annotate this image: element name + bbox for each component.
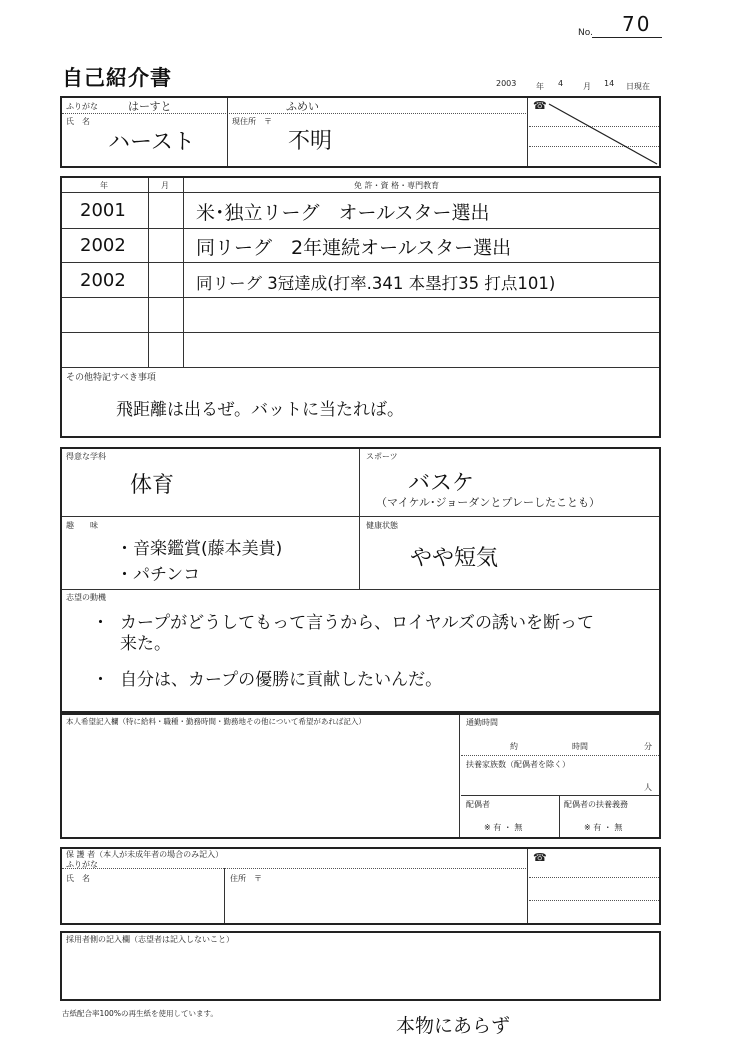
requests-label: 本人希望記入欄（特に給料・職種・勤務時間・勤務地その他について希望があれば記入） [66, 717, 366, 726]
other-notes-text: 飛距離は出るぜ。バットに当たれば。 [116, 400, 404, 420]
date-day: 14 [604, 79, 615, 88]
date-month: 4 [558, 79, 564, 88]
furigana-address: ふめい [286, 100, 319, 113]
phone-icon: ☎ [533, 99, 547, 112]
history-row-year: 2002 [80, 235, 126, 256]
guardian-address-label: 住所 〒 [230, 874, 262, 883]
applicant-address: 不明 [288, 129, 333, 154]
motive-bullet: ・ [92, 670, 109, 690]
dependents-unit: 人 [644, 783, 652, 792]
history-row-year: 2001 [80, 200, 126, 221]
hobby-label: 趣 味 [66, 521, 98, 530]
guardian-name-label: 氏 名 [66, 874, 90, 883]
history-row-content: 同リーグ 2年連続オールスター選出 [196, 237, 512, 259]
sports: バスケ [408, 471, 475, 496]
form-number-value: 70 [622, 12, 652, 36]
spouse-support-value: ※ 有 ・ 無 [584, 823, 623, 832]
sports-label: スポーツ [366, 452, 398, 461]
health-status: やや短気 [410, 546, 499, 571]
guardian-label: 保 護 者（本人が未成年者の場合のみ記入） [66, 850, 224, 859]
dependents-label: 扶養家族数（配偶者を除く） [466, 760, 570, 769]
history-row-year: 2002 [80, 270, 126, 291]
date-line [496, 79, 666, 95]
applicant-name: ハースト [108, 130, 195, 155]
motive-line: 自分は、カープの優勝に貢献したいんだ。 [120, 670, 443, 690]
other-notes-label: その他特記すべき事項 [66, 373, 156, 383]
spouse-support-label: 配偶者の扶養義務 [564, 800, 628, 809]
furigana-name: はーすと [128, 100, 172, 113]
requests-section [60, 713, 661, 839]
form-number [578, 12, 664, 40]
name-label: 氏 名 [66, 117, 90, 126]
phone-cross-line [529, 98, 659, 166]
motive-line: 来た。 [120, 634, 171, 654]
form-number-label: No. [578, 28, 593, 38]
commute-label: 通勤時間 [466, 718, 498, 727]
history-col-content: 免 許・資 格・専門教育 [354, 181, 440, 190]
address-label: 現住所 〒 [232, 117, 272, 126]
employer-label: 採用者側の記入欄（志望者は記入しないこと） [66, 935, 234, 944]
spouse-value: ※ 有 ・ 無 [484, 823, 523, 832]
history-row-content: 米･独立リーグ オールスター選出 [196, 202, 490, 224]
hobby-item: ・音楽鑑賞(藤本美貴) [116, 539, 283, 559]
commute-hours: 時間 [572, 742, 588, 751]
health-label: 健康状態 [366, 521, 398, 530]
recycled-paper-note: 古紙配合率100%の再生紙を使用しています。 [62, 1009, 218, 1018]
history-col-year: 年 [100, 181, 108, 190]
date-year: 2003 [496, 79, 517, 88]
motive-line: カープがどうしてもって言うから、ロイヤルズの誘いを断って [120, 613, 594, 633]
page-title: 自己紹介書 [62, 66, 172, 90]
guardian-phone-icon: ☎ [533, 851, 547, 864]
year-unit: 年 [536, 82, 544, 91]
hobby-item: ・パチンコ [116, 565, 201, 585]
disclaimer-text: 本物にあらず [396, 1015, 511, 1037]
month-unit: 月 [583, 82, 591, 91]
motive-bullet: ・ [92, 613, 109, 633]
motive-label: 志望の動機 [66, 593, 106, 602]
spouse-label: 配偶者 [466, 800, 490, 809]
commute-minutes: 分 [644, 742, 652, 751]
history-row-content: 同リーグ 3冠達成(打率.341 本塁打35 打点101) [196, 274, 556, 293]
guardian-furigana-label: ふりがな [66, 860, 98, 869]
history-col-month: 月 [161, 181, 169, 190]
sports-note: （マイケル･ジョーダンとプレーしたことも） [376, 496, 600, 509]
favorite-subject: 体育 [130, 473, 175, 498]
commute-approx: 約 [510, 742, 518, 751]
furigana-label: ふりがな [66, 102, 98, 111]
subject-label: 得意な学科 [66, 452, 106, 461]
day-unit: 日現在 [626, 82, 650, 91]
